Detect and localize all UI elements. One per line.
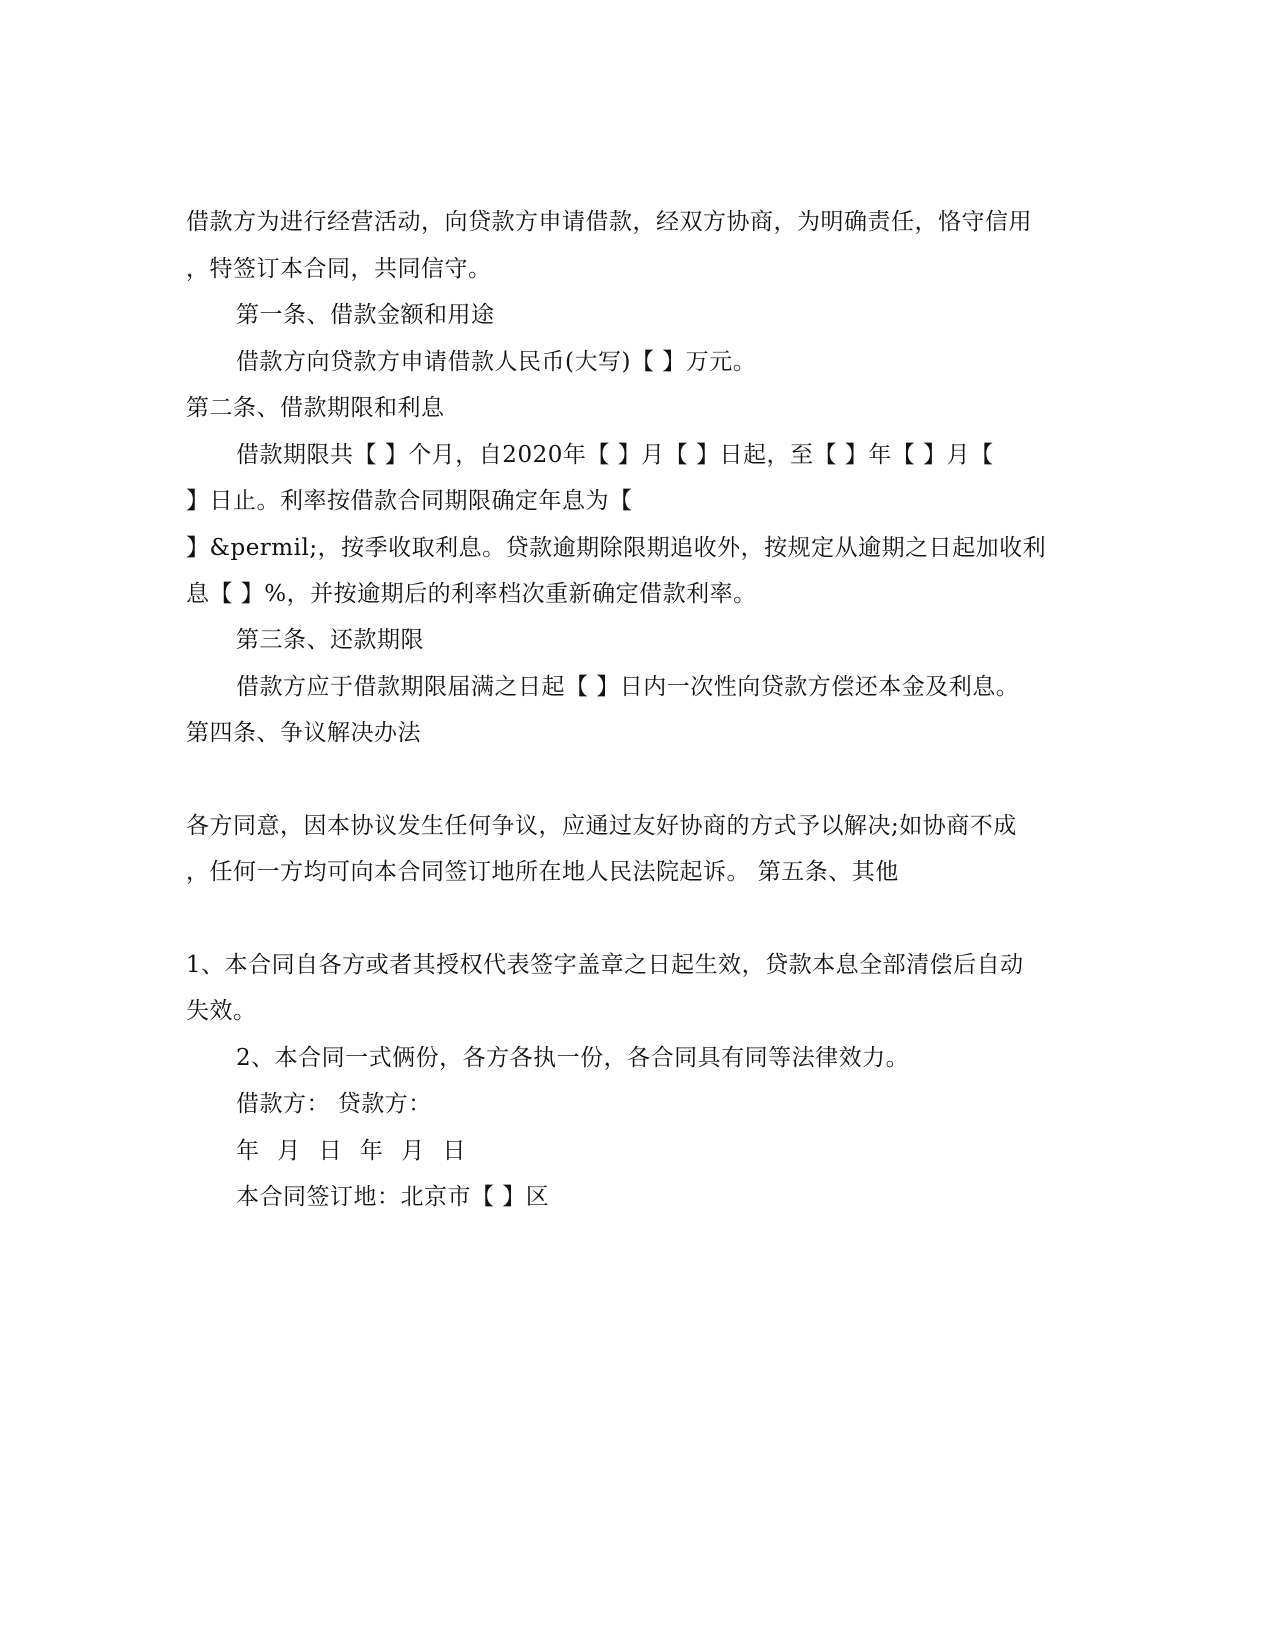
article-2-body-line-1: 借款期限共【 】个月，自2020年【 】月【 】日起，至【 】年【 】月【 bbox=[236, 442, 994, 468]
article-4-heading: 第四条、争议解决办法 bbox=[186, 720, 421, 746]
article-1-heading: 第一条、借款金额和用途 bbox=[236, 302, 495, 328]
paragraph-intro-line-1: 借款方为进行经营活动，向贷款方申请借款，经双方协商，为明确责任，恪守信用 bbox=[186, 209, 1032, 235]
article-4-body-line-2: ，任何一方均可向本合同签订地所在地人民法院起诉。 第五条、其他 bbox=[186, 859, 899, 885]
article-2-body-line-4: 息【 】%，并按逾期后的利率档次重新确定借款利率。 bbox=[186, 581, 757, 607]
article-5-item-2: 2、本合同一式俩份，各方各执一份，各合同具有同等法律效力。 bbox=[236, 1045, 910, 1071]
article-1-body: 借款方向贷款方申请借款人民币(大写)【 】万元。 bbox=[236, 349, 757, 375]
signing-location: 本合同签订地：北京市【 】区 bbox=[236, 1184, 550, 1210]
paragraph-intro-line-2: ，特签订本合同，共同信守。 bbox=[186, 256, 492, 282]
article-4-body-line-1: 各方同意，因本协议发生任何争议，应通过友好协商的方式予以解决;如协商不成 bbox=[186, 813, 1017, 839]
article-5-item-1-line-1: 1、本合同自各方或者其授权代表签字盖章之日起生效，贷款本息全部清偿后自动 bbox=[186, 952, 1024, 978]
article-5-item-1-line-2: 失效。 bbox=[186, 998, 257, 1024]
article-3-body: 借款方应于借款期限届满之日起【 】日内一次性向贷款方偿还本金及利息。 bbox=[236, 674, 1020, 700]
article-2-body-line-2: 】日止。利率按借款合同期限确定年息为【 bbox=[186, 488, 633, 514]
article-3-heading: 第三条、还款期限 bbox=[236, 627, 424, 653]
article-2-heading: 第二条、借款期限和利息 bbox=[186, 395, 445, 421]
signature-dates: 年 月 日 年 月 日 bbox=[236, 1138, 467, 1164]
article-2-body-line-3: 】&permil;，按季收取利息。贷款逾期除限期追收外，按规定从逾期之日起加收利 bbox=[186, 535, 1047, 561]
signature-parties: 借款方： 贷款方： bbox=[236, 1091, 432, 1117]
